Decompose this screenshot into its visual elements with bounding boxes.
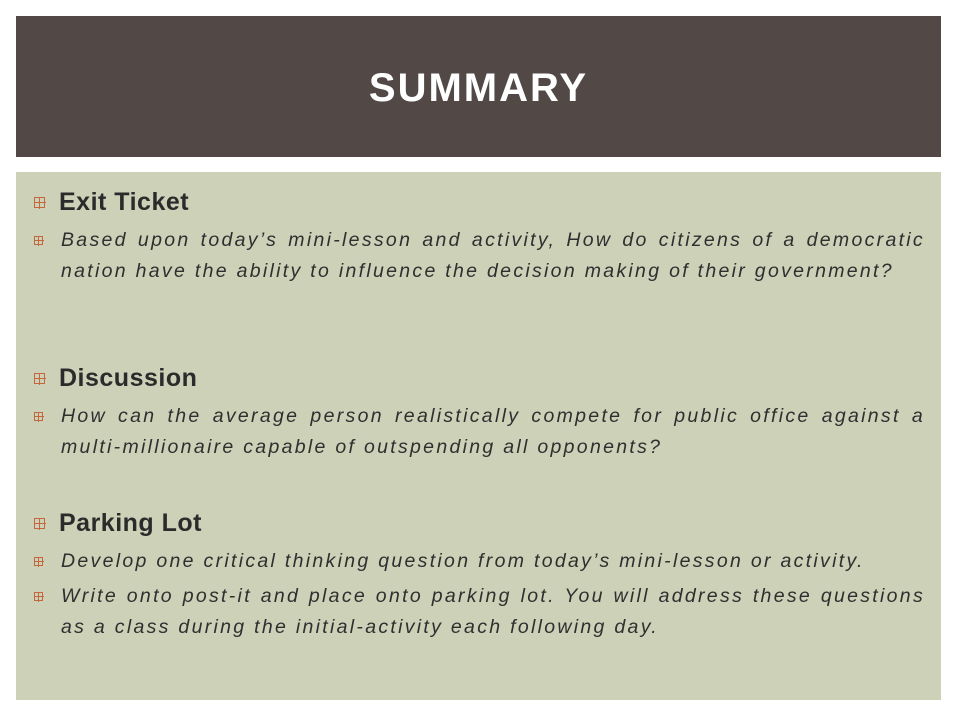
square-bullet-icon (34, 518, 45, 529)
list-item (34, 401, 925, 463)
heading-text: Discussion (59, 364, 198, 392)
section-heading (34, 509, 925, 538)
list-item (34, 581, 925, 643)
item-text: Write onto post-it and place onto parking lot. You will address these questions as a class during the initial-activity each following day. (61, 585, 925, 638)
square-bullet-icon (34, 373, 45, 384)
content-panel (16, 172, 941, 700)
heading-text: Exit Ticket (59, 188, 190, 216)
item-text: How can the average person realistically compete for public office against a multi-millionaire capable of outspending all opponents? (61, 405, 925, 458)
title-bar (16, 16, 941, 157)
square-bullet-icon (34, 236, 43, 247)
list-item (34, 546, 925, 577)
square-bullet-icon (34, 557, 43, 568)
section-heading (34, 188, 925, 217)
item-text: Based upon today’s mini-lesson and activity, How do citizens of a democratic nation have the ability to influence the decision making of their government? (61, 229, 925, 282)
section-heading (34, 364, 925, 393)
square-bullet-icon (34, 592, 43, 603)
slide-title: SUMMARY (368, 66, 589, 110)
list-item (34, 225, 925, 287)
section-parking-lot (34, 509, 925, 643)
section-exit-ticket (34, 188, 925, 287)
section-discussion (34, 364, 925, 463)
item-text: Develop one critical thinking question from today’s mini-lesson or activity. (61, 550, 865, 572)
heading-text: Parking Lot (59, 509, 203, 537)
square-bullet-icon (34, 197, 45, 208)
square-bullet-icon (34, 412, 43, 423)
